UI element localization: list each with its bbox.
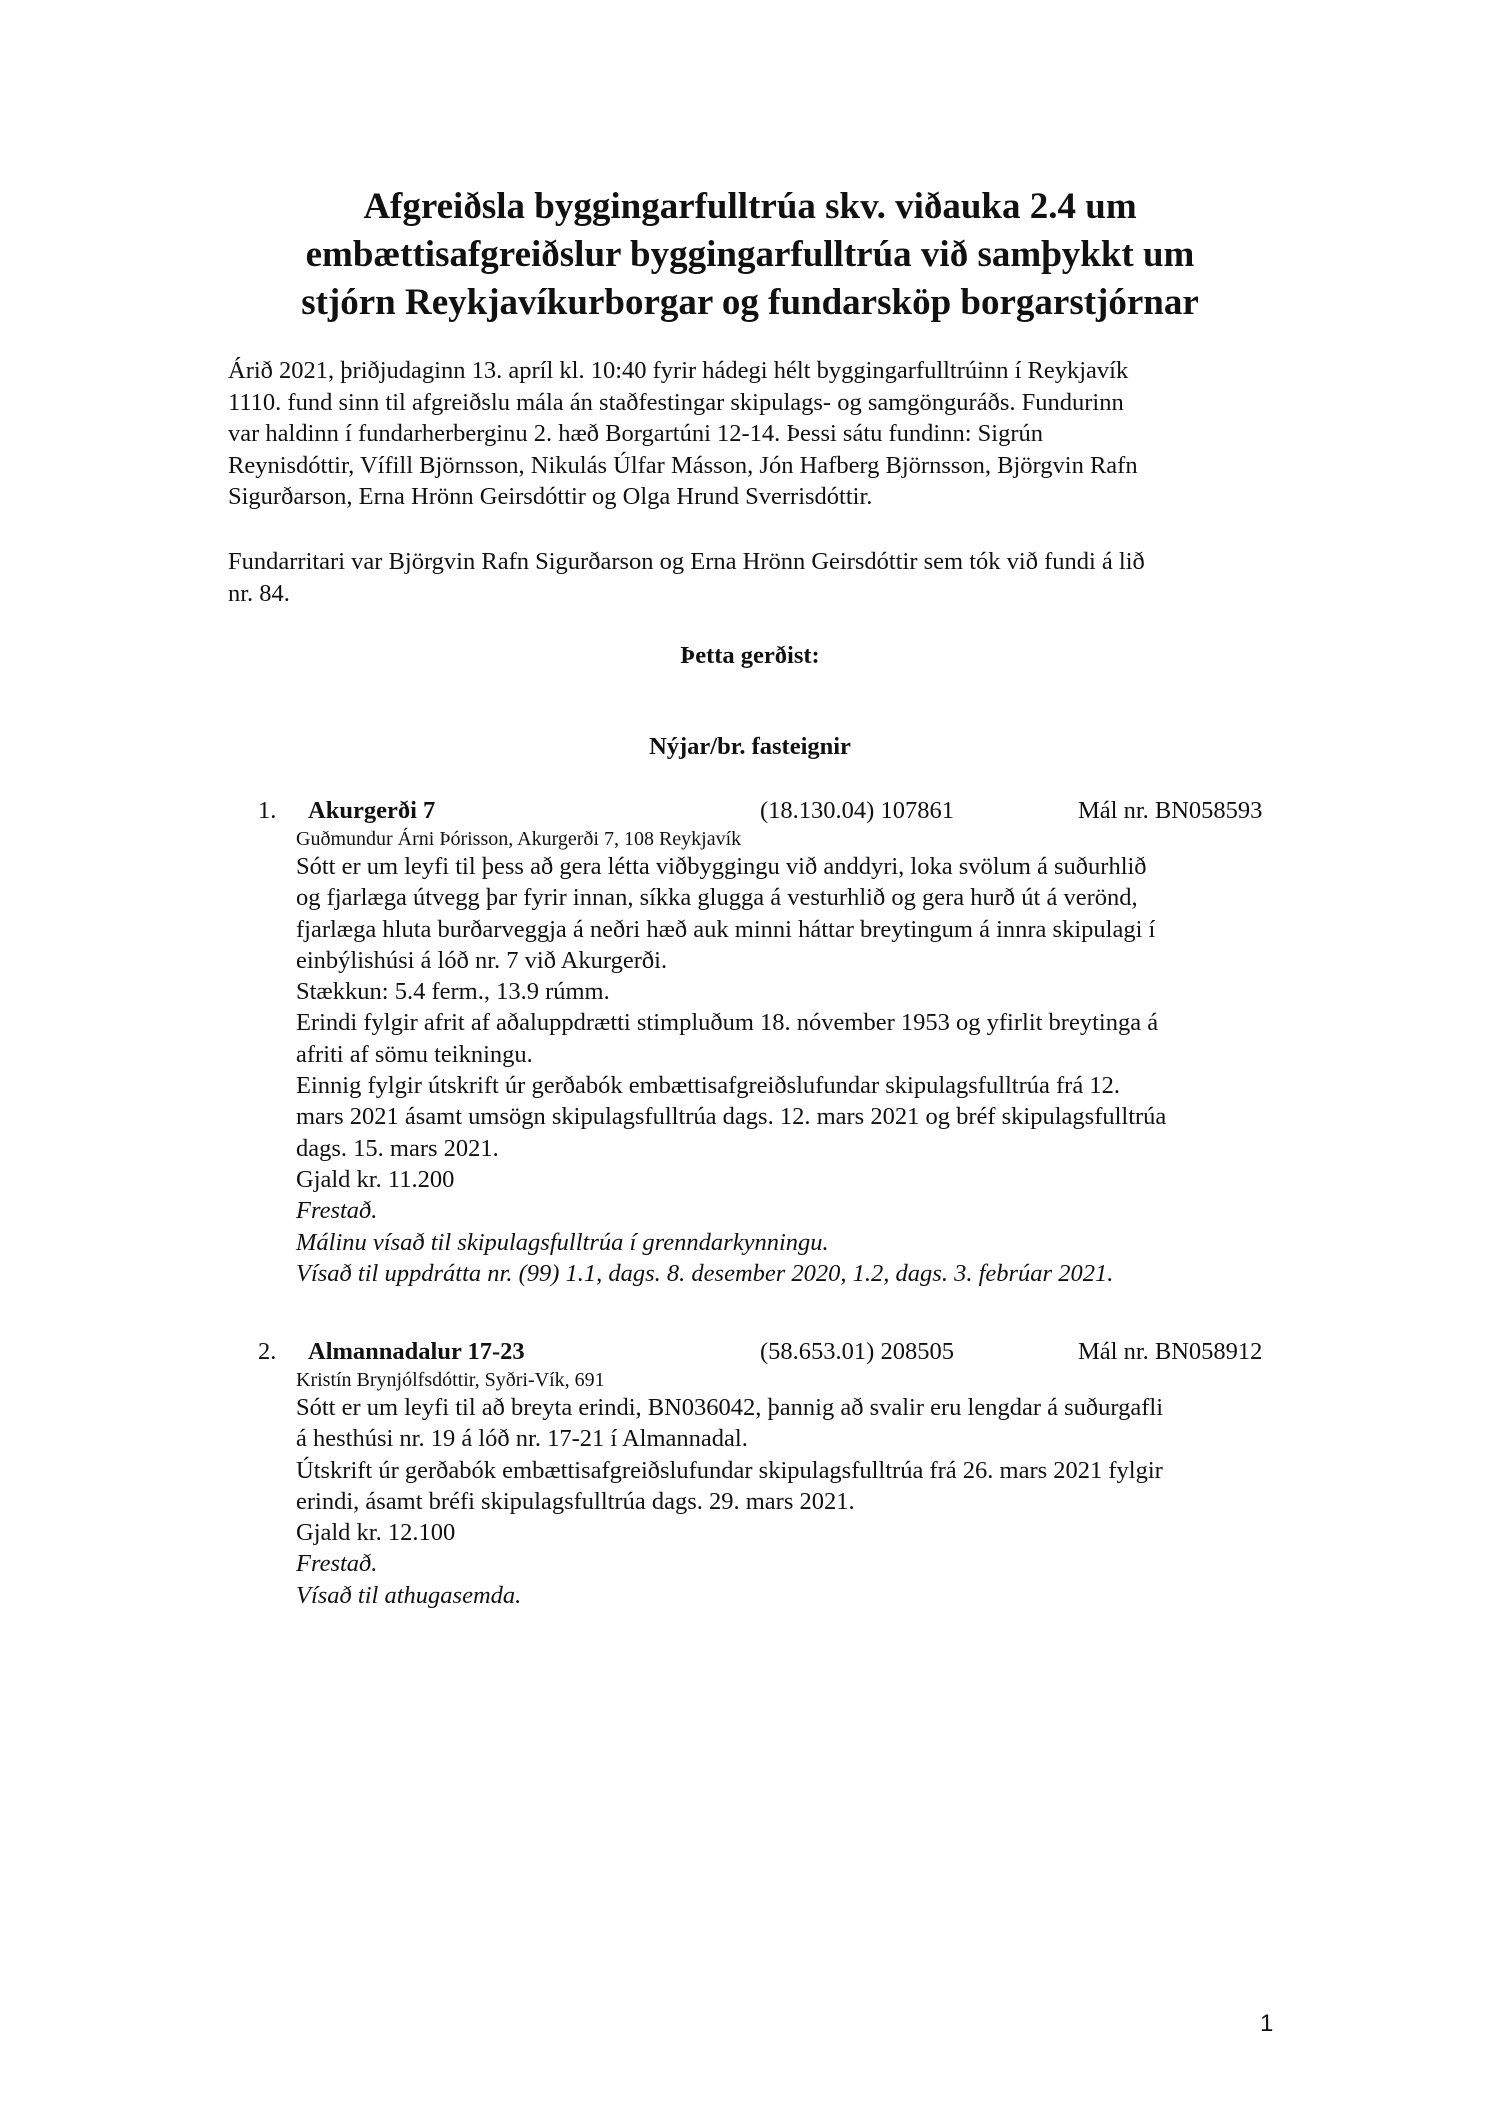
- case-decision-line: Málinu vísað til skipulagsfulltrúa í grenndarkynningu.: [296, 1228, 829, 1256]
- case-line: afriti af sömu teikningu.: [296, 1040, 533, 1068]
- intro-line: Árið 2021, þriðjudaginn 13. apríl kl. 10:40 fyrir hádegi hélt byggingarfulltrúinn í Reykjavík: [228, 357, 1129, 384]
- heading-happened: Þetta gerðist:: [680, 642, 820, 669]
- case-number-ref: Mál nr. BN058912: [1078, 1338, 1263, 1365]
- case-address: Akurgerði 7: [308, 797, 436, 824]
- case-item: [0, 1336, 1500, 1611]
- case-line: Útskrift úr gerðabók embættisafgreiðslufundar skipulagsfulltrúa frá 26. mars 2021 fylgir: [296, 1456, 1163, 1484]
- case-line: einbýlishúsi á lóð nr. 7 við Akurgerði.: [296, 946, 668, 974]
- title-line: embættisafgreiðslur byggingarfulltrúa við samþykkt um: [305, 234, 1195, 275]
- case-applicant: Kristín Brynjólfsdóttir, Syðri-Vík, 691: [296, 1369, 605, 1391]
- case-line: á hesthúsi nr. 19 á lóð nr. 17-21 í Almannadal.: [296, 1425, 748, 1453]
- case-line: fjarlæga hluta burðarveggja á neðri hæð auk minni háttar breytingum á innra skipulagi í: [296, 915, 1156, 943]
- case-land-id: (18.130.04) 107861: [760, 797, 954, 824]
- intro-line: Sigurðarson, Erna Hrönn Geirsdóttir og Olga Hrund Sverrisdóttir.: [228, 483, 873, 510]
- case-line: Stækkun: 5.4 ferm., 13.9 rúmm.: [296, 978, 610, 1006]
- title-line: stjórn Reykjavíkurborgar og fundarsköp borgarstjórnar: [301, 282, 1199, 323]
- case-body: [296, 851, 1500, 1289]
- document-title: [200, 183, 1300, 327]
- case-line: erindi, ásamt bréfi skipulagsfulltrúa dags. 29. mars 2021.: [296, 1487, 855, 1515]
- case-number-ref: Mál nr. BN058593: [1078, 797, 1263, 824]
- case-body: [296, 1392, 1500, 1611]
- case-line: Gjald kr. 12.100: [296, 1519, 456, 1547]
- case-header: [0, 795, 1500, 827]
- case-decision-line: Vísað til uppdrátta nr. (99) 1.1, dags. 8. desember 2020, 1.2, dags. 3. febrúar 2021.: [296, 1259, 1114, 1287]
- secretary-paragraph: [228, 546, 1308, 609]
- intro-line: 1110. fund sinn til afgreiðslu mála án staðfestingar skipulags- og samgönguráðs. Fundurinn: [228, 388, 1124, 416]
- case-line: og fjarlæga útvegg þar fyrir innan, síkka glugga á vesturhlið og gera hurð út á verönd,: [296, 884, 1138, 912]
- intro-paragraph: [228, 355, 1308, 513]
- case-number: 2.: [258, 1338, 277, 1365]
- secretary-line: Fundarritari var Björgvin Rafn Sigurðarson og Erna Hrönn Geirsdóttir sem tók við fundi á lið: [228, 548, 1145, 575]
- heading-section: Nýjar/br. fasteignir: [649, 733, 851, 760]
- page-number: 1: [1260, 2010, 1274, 2037]
- intro-line: Reynisdóttir, Vífill Björnsson, Nikulás Úlfar Másson, Jón Hafberg Björnsson, Björgvin Rafn: [228, 451, 1138, 479]
- secretary-line: nr. 84.: [228, 579, 290, 607]
- case-line: Erindi fylgir afrit af aðaluppdrætti stimpluðum 18. nóvember 1953 og yfirlit breytinga á: [296, 1009, 1159, 1037]
- case-decision-line: Vísað til athugasemda.: [296, 1581, 522, 1609]
- case-line: mars 2021 ásamt umsögn skipulagsfulltrúa dags. 12. mars 2021 og bréf skipulagsfulltrúa: [296, 1103, 1167, 1131]
- case-applicant: Guðmundur Árni Þórisson, Akurgerði 7, 108 Reykjavík: [296, 828, 742, 850]
- case-line: Sótt er um leyfi til þess að gera létta viðbyggingu við anddyri, loka svölum á suðurhlið: [296, 853, 1147, 880]
- case-header: [0, 1336, 1500, 1368]
- title-line: Afgreiðsla byggingarfulltrúa skv. viðauka 2.4 um: [363, 186, 1137, 227]
- case-land-id: (58.653.01) 208505: [760, 1338, 954, 1365]
- case-line: Sótt er um leyfi til að breyta erindi, BN036042, þannig að svalir eru lengdar á suðurgafli: [296, 1394, 1164, 1421]
- case-decision-line: Frestað.: [296, 1550, 378, 1578]
- case-number: 1.: [258, 797, 277, 824]
- case-line: Gjald kr. 11.200: [296, 1165, 455, 1193]
- case-item: [0, 795, 1500, 1289]
- case-address: Almannadalur 17-23: [308, 1338, 525, 1365]
- case-decision-line: Frestað.: [296, 1197, 378, 1225]
- case-line: dags. 15. mars 2021.: [296, 1134, 499, 1162]
- intro-line: var haldinn í fundarherberginu 2. hæð Borgartúni 12-14. Þessi sátu fundinn: Sigrún: [228, 420, 1043, 447]
- case-line: Einnig fylgir útskrift úr gerðabók embættisafgreiðslufundar skipulagsfulltrúa frá 12.: [296, 1072, 1120, 1100]
